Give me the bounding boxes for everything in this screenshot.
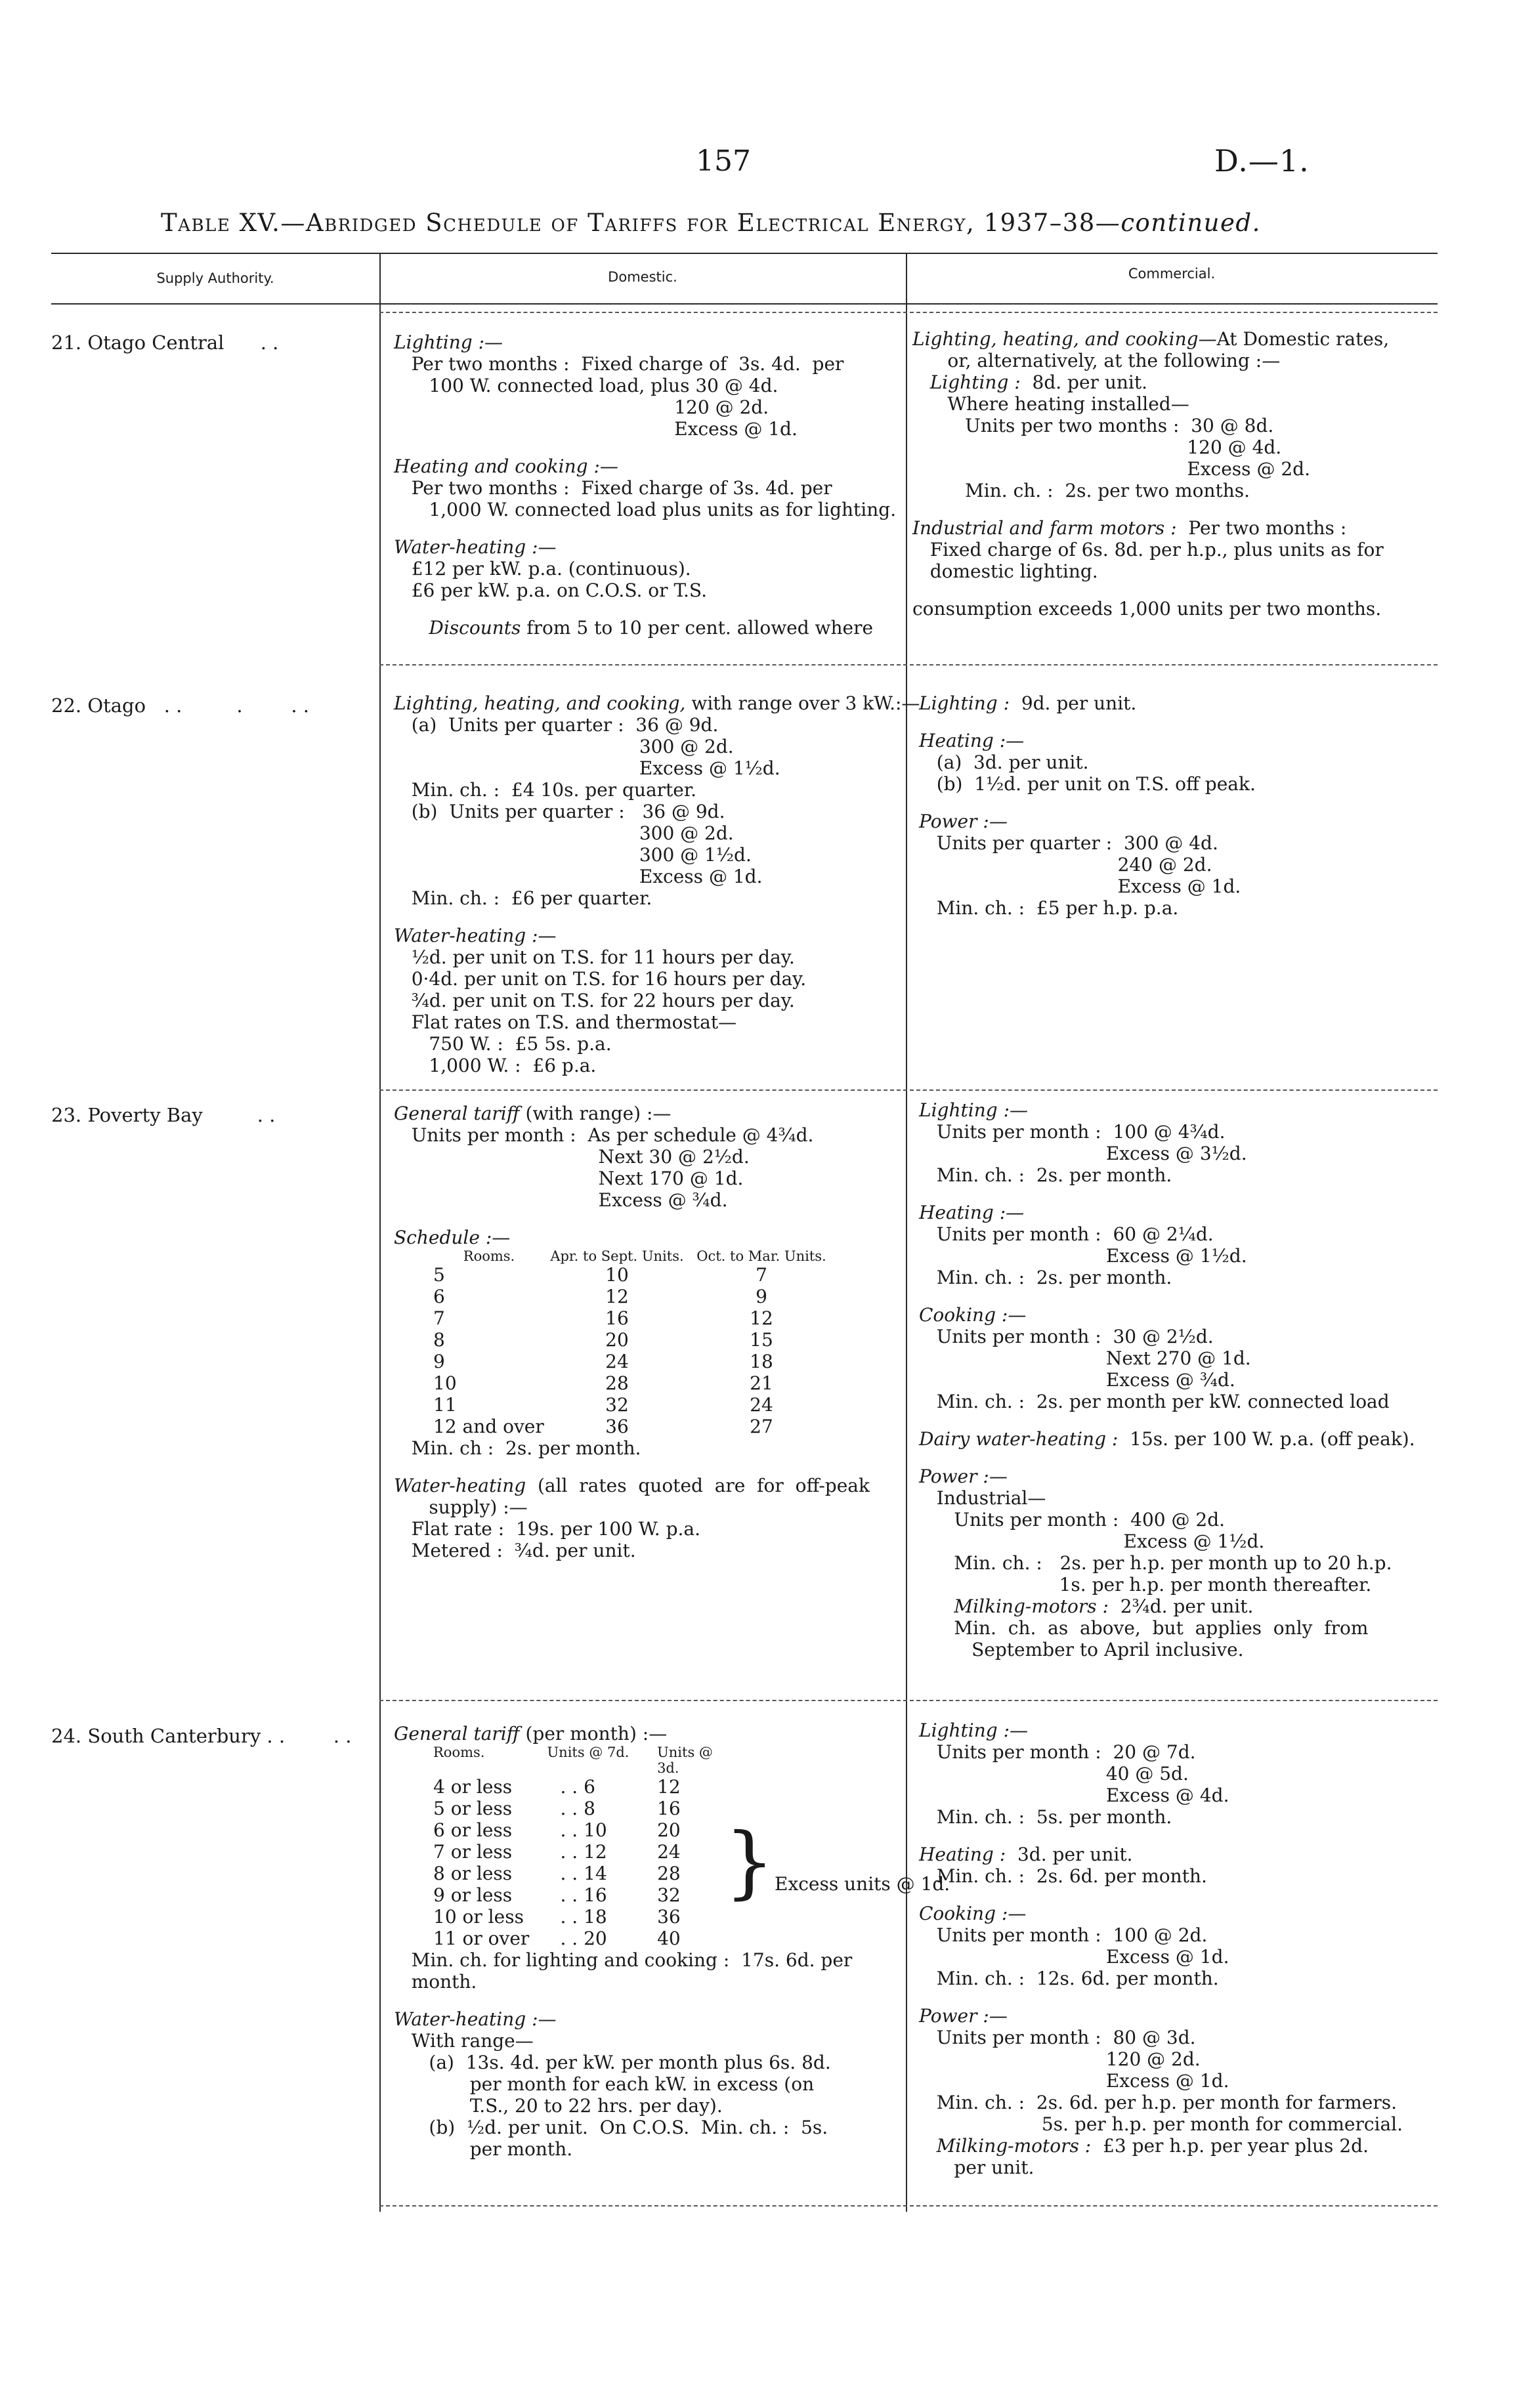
text-fragment: 3d. per unit.	[1006, 1844, 1133, 1865]
text-line: Min. ch. : 12s. 6d. per month.	[919, 1968, 1219, 1989]
text-line: £6 per kW. p.a. on C.O.S. or T.S.	[394, 580, 707, 601]
text-line: Excess @ ¾d.	[919, 1369, 1235, 1391]
text-line: 0·4d. per unit on T.S. for 16 hours per day.	[394, 968, 807, 990]
text-line: or, alternatively, at the following :—	[912, 350, 1281, 371]
table-row	[433, 1286, 834, 1307]
text-line: Min. ch. : 2s. per h.p. per month up to 20 h.p.	[919, 1552, 1392, 1574]
text-line: Excess @ ¾d.	[394, 1189, 728, 1211]
table-row	[433, 1372, 834, 1394]
text-line	[912, 371, 1431, 393]
text-line: month.	[394, 1971, 477, 1993]
table-title	[161, 209, 1369, 237]
domestic-otago-central	[394, 331, 899, 639]
text-line	[912, 517, 1431, 539]
text-line: Min. ch. : £4 10s. per quarter.	[394, 779, 697, 801]
text-line	[919, 1844, 1431, 1865]
spacer	[394, 1211, 899, 1227]
commercial-otago	[919, 692, 1431, 919]
table-cell: 21	[750, 1372, 773, 1394]
table-cell: 9	[756, 1286, 767, 1307]
text-fragment: 2¾d. per unit.	[1108, 1595, 1254, 1617]
text-line: Min. ch. : 2s. 6d. per month.	[919, 1865, 1207, 1887]
section-heading: Lighting :—	[919, 1720, 1029, 1741]
section-heading: Milking-motors :	[954, 1595, 1109, 1617]
column-divider-left	[379, 253, 381, 2212]
section-heading: Lighting, heating, and cooking,	[394, 692, 686, 714]
text-line: Excess @ 4d.	[919, 1785, 1229, 1806]
table-cell: 18	[750, 1351, 773, 1372]
text-line	[919, 730, 1431, 751]
text-line	[394, 331, 899, 353]
table-cell: 4 or less	[433, 1776, 513, 1798]
table-cell: 28	[657, 1863, 681, 1884]
table-cell: 32	[605, 1394, 629, 1416]
text-line: Excess @ 2d.	[912, 458, 1310, 480]
text-line: Units per two months : 30 @ 8d.	[912, 415, 1274, 436]
text-line: 240 @ 2d.	[919, 854, 1212, 876]
text-line: Next 270 @ 1d.	[919, 1347, 1251, 1369]
text-line	[394, 455, 899, 477]
text-line: Per two months : Fixed charge of 3s. 4d. per	[394, 477, 832, 499]
table-cell: 40	[657, 1928, 681, 1949]
table-cell: 10	[605, 1264, 629, 1286]
tariff-table	[433, 1744, 950, 1949]
column-header-commercial: Commercial.	[1128, 266, 1216, 282]
section-heading: Power :—	[919, 1466, 1008, 1487]
spacer	[919, 1887, 1431, 1903]
section-heading: Schedule :—	[394, 1227, 511, 1248]
table-cell: . . 16	[560, 1884, 607, 1906]
row-rule	[379, 1700, 1438, 1701]
authority-poverty-bay: 23. Poverty Bay . .	[51, 1104, 276, 1126]
section-heading: Power :—	[919, 811, 1008, 832]
text-line: Per two months : Fixed charge of 3s. 4d. per	[394, 353, 844, 375]
spacer	[919, 1828, 1431, 1844]
text-fragment: with range over 3 kW.:—	[685, 692, 920, 714]
text-fragment: 15s. per 100 W. p.a. (off peak).	[1118, 1428, 1415, 1450]
text-line	[919, 1428, 1431, 1450]
text-line: (b) Units per quarter : 36 @ 9d.	[394, 801, 725, 822]
text-line	[394, 617, 899, 639]
table-cell: 20	[605, 1329, 629, 1351]
commercial-south-canterbury	[919, 1720, 1431, 2178]
text-line: per month for each kW. in excess (on	[394, 2073, 815, 2095]
authority-otago: 22. Otago . . . . .	[51, 694, 309, 717]
spacer	[919, 1450, 1431, 1466]
text-line	[919, 1595, 1431, 1617]
column-header-authority: Supply Authority.	[156, 270, 274, 286]
text-line: Excess @ 1d.	[394, 418, 798, 440]
table-row	[433, 1329, 834, 1351]
text-line: Min. ch. : 2s. per month.	[919, 1267, 1172, 1288]
table-cell: 12	[657, 1776, 681, 1798]
spacer	[912, 501, 1431, 517]
text-line: Min. ch. : £5 per h.p. p.a.	[919, 897, 1179, 919]
text-line: (b) 1½d. per unit on T.S. off peak.	[919, 773, 1256, 795]
table-cell: 9	[433, 1351, 445, 1372]
table-cell: . . 8	[560, 1798, 595, 1819]
text-fragment	[919, 2135, 937, 2157]
row-rule	[379, 664, 1438, 665]
authority-otago-central: 21. Otago Central . .	[51, 331, 279, 354]
section-heading: Water-heating :—	[394, 536, 557, 558]
text-line: Units per month : 80 @ 3d.	[919, 2027, 1196, 2048]
table-cell: 24	[605, 1351, 629, 1372]
text-line: T.S., 20 to 22 hrs. per day).	[394, 2095, 723, 2117]
document-reference: D.—1.	[1214, 143, 1310, 179]
section-heading: Water-heating	[394, 1475, 526, 1496]
text-line: Min. ch. : 5s. per month.	[919, 1806, 1172, 1828]
schedule-header: Apr. to Sept. Units.	[550, 1248, 684, 1264]
text-fragment: —At Domestic rates,	[1198, 328, 1390, 350]
table-cell: 7	[756, 1264, 767, 1286]
text-line: Industrial—	[919, 1487, 1046, 1509]
tariff-header: Rooms.	[433, 1744, 485, 1760]
spacer	[919, 1288, 1431, 1304]
table-cell: . . 6	[560, 1776, 595, 1798]
text-line	[394, 2008, 899, 2030]
text-line: With range—	[394, 2030, 534, 2052]
text-line	[912, 328, 1431, 350]
text-fragment: (all rates quoted are for off-peak	[526, 1475, 870, 1496]
text-line	[394, 536, 899, 558]
text-line: 120 @ 4d.	[912, 436, 1282, 458]
text-line: Next 30 @ 2½d.	[394, 1146, 750, 1168]
spacer	[919, 1186, 1431, 1202]
section-heading: Water-heating :—	[394, 925, 557, 946]
text-line: supply) :—	[394, 1496, 528, 1518]
table-cell: . . 20	[560, 1928, 607, 1949]
text-line: 300 @ 2d.	[394, 736, 734, 757]
text-fragment: from 5 to 10 per cent. allowed where	[521, 617, 874, 639]
table-cell: 36	[657, 1906, 681, 1928]
domestic-poverty-bay-top	[394, 1103, 899, 1248]
text-fragment	[912, 371, 930, 393]
column-divider-right	[906, 253, 907, 2212]
row-rule	[379, 1089, 1438, 1091]
text-fragment	[394, 617, 429, 639]
domestic-poverty-bay	[394, 1103, 899, 1561]
text-line: Units per month : As per schedule @ 4¾d.	[394, 1124, 814, 1146]
text-line	[394, 925, 899, 946]
domestic-poverty-bay-bottom	[394, 1437, 899, 1561]
page-number: 157	[696, 144, 751, 178]
text-line: Excess @ 1d.	[919, 1946, 1229, 1968]
text-line: Next 170 @ 1d.	[394, 1168, 744, 1189]
table-row	[433, 1307, 834, 1329]
schedule-table	[433, 1248, 834, 1437]
brace-note: Excess units @ 1d.	[775, 1873, 950, 1895]
section-heading: Cooking :—	[919, 1903, 1027, 1924]
section-heading: Lighting :	[929, 371, 1021, 393]
section-heading: Industrial and farm motors :	[912, 517, 1177, 539]
table-cell: 16	[605, 1307, 629, 1329]
text-fragment: 8d. per unit.	[1020, 371, 1148, 393]
brace-symbol: }	[724, 1817, 775, 1908]
text-line: ¾d. per unit on T.S. for 22 hours per day.	[394, 990, 795, 1011]
text-line: Excess @ 3½d.	[919, 1143, 1247, 1164]
spacer	[919, 795, 1431, 811]
text-line: Where heating installed—	[912, 393, 1189, 415]
text-line: Min. ch. : 2s. per month per kW. connected load	[919, 1391, 1390, 1412]
text-fragment: (with range) :—	[519, 1103, 672, 1124]
text-line: Min. ch. : 2s. per two months.	[912, 480, 1250, 501]
table-cell: 10 or less	[433, 1906, 524, 1928]
table-cell: 7	[433, 1307, 445, 1329]
section-heading: Heating :	[919, 1844, 1006, 1865]
section-heading: General tariff	[394, 1103, 520, 1124]
text-line: (a) 13s. 4d. per kW. per month plus 6s. 8d.	[394, 2052, 831, 2073]
table-cell: 6 or less	[433, 1819, 513, 1841]
table-cell: . . 12	[560, 1841, 607, 1863]
text-line: Fixed charge of 6s. 8d. per h.p., plus units as for	[912, 539, 1384, 560]
text-line	[394, 692, 920, 714]
text-line	[919, 811, 1431, 832]
spacer	[919, 714, 1431, 730]
text-line: ½d. per unit on T.S. for 11 hours per day.	[394, 946, 795, 968]
table-cell: 15	[750, 1329, 773, 1351]
text-line: Excess @ 1½d.	[919, 1245, 1247, 1267]
domestic-south-canterbury-top	[394, 1723, 899, 1744]
text-line: Excess @ 1d.	[394, 866, 763, 887]
text-line	[919, 2135, 1431, 2157]
text-line: 1,000 W. connected load plus units as for lighting.	[394, 499, 897, 520]
text-line	[919, 1099, 1431, 1121]
text-line: Min. ch : 2s. per month.	[394, 1437, 641, 1459]
table-title-continued: continued.	[1120, 209, 1261, 237]
table-cell: 7 or less	[433, 1841, 513, 1863]
section-heading: Lighting :—	[394, 331, 503, 353]
text-line: 40 @ 5d.	[919, 1763, 1189, 1785]
text-fragment: 9d. per unit.	[1010, 692, 1137, 714]
text-line: (a) Units per quarter : 36 @ 9d.	[394, 714, 719, 736]
text-line: Units per month : 20 @ 7d.	[919, 1741, 1196, 1763]
text-line: per month.	[394, 2138, 573, 2160]
table-row	[433, 1776, 899, 1798]
table-cell: 24	[657, 1841, 681, 1863]
text-line: Excess @ 1d.	[919, 2070, 1229, 2092]
text-line	[394, 1227, 899, 1248]
table-cell: 28	[605, 1372, 629, 1394]
text-line: 5s. per h.p. per month for commercial.	[919, 2113, 1403, 2135]
text-line: 120 @ 2d.	[394, 396, 769, 418]
table-cell: 12	[605, 1286, 629, 1307]
column-header-domestic: Domestic.	[608, 269, 677, 285]
section-heading: Heating :—	[919, 1202, 1025, 1223]
text-line: Excess @ 1½d.	[394, 757, 780, 779]
section-heading: Discounts	[429, 617, 521, 639]
table-row	[433, 1394, 834, 1416]
text-line: Units per month : 400 @ 2d.	[919, 1509, 1226, 1531]
text-line: Metered : ¾d. per unit.	[394, 1540, 636, 1561]
section-heading: Lighting, heating, and cooking	[912, 328, 1199, 350]
domestic-south-canterbury	[394, 1723, 950, 2160]
spacer	[394, 440, 899, 455]
section-heading: Milking-motors :	[936, 2135, 1092, 2157]
text-fragment: Per two months :	[1176, 517, 1347, 539]
table-cell: 12	[750, 1307, 773, 1329]
text-line: Units per quarter : 300 @ 4d.	[919, 832, 1218, 854]
tariff-header: Units @ 7d.	[547, 1744, 629, 1760]
text-line	[919, 2005, 1431, 2027]
text-line: 1s. per h.p. per month thereafter.	[919, 1574, 1372, 1595]
text-fragment	[919, 1595, 954, 1617]
table-row	[433, 1351, 834, 1372]
text-line: Excess @ 1½d.	[919, 1531, 1265, 1552]
table-cell: 5 or less	[433, 1798, 513, 1819]
text-line: (a) 3d. per unit.	[919, 751, 1089, 773]
table-title-main: Table XV.—Abridged Schedule of Tariffs for Electrical Energy, 1937–38—	[161, 209, 1121, 237]
table-cell: 10	[433, 1372, 457, 1394]
table-cell: 6	[433, 1286, 445, 1307]
table-cell: 8	[433, 1329, 445, 1351]
text-fragment: (per month) :—	[519, 1723, 668, 1744]
text-line: domestic lighting.	[912, 560, 1098, 582]
spacer	[394, 520, 899, 536]
table-bottom-rule	[379, 2205, 1438, 2207]
schedule-rows	[433, 1264, 834, 1437]
authority-south-canterbury: 24. South Canterbury . . . .	[51, 1725, 352, 1747]
section-heading: Cooking :—	[919, 1304, 1027, 1326]
spacer	[394, 909, 899, 925]
spacer	[394, 1459, 899, 1475]
text-line: Units per month : 60 @ 2¼d.	[919, 1223, 1214, 1245]
text-line	[919, 1304, 1431, 1326]
text-line: Flat rates on T.S. and thermostat—	[394, 1011, 737, 1033]
table-cell: 11	[433, 1394, 457, 1416]
spacer	[919, 1989, 1431, 2005]
table-cell: 11 or over	[433, 1928, 530, 1949]
section-heading: General tariff	[394, 1723, 520, 1744]
text-line: September to April inclusive.	[919, 1639, 1244, 1660]
section-heading: Heating :—	[919, 730, 1025, 751]
table-cell: 9 or less	[433, 1884, 513, 1906]
text-line: 1,000 W. : £6 p.a.	[394, 1055, 597, 1076]
section-heading: Water-heating :—	[394, 2008, 557, 2030]
text-line: Min. ch. : £6 per quarter.	[394, 887, 652, 909]
text-line: 300 @ 1½d.	[394, 844, 752, 866]
table-cell: . . 10	[560, 1819, 607, 1841]
table-cell: 8 or less	[433, 1863, 513, 1884]
section-heading: Lighting :	[919, 692, 1010, 714]
text-line: Units per month : 100 @ 2d.	[919, 1924, 1208, 1946]
spacer	[912, 582, 1431, 598]
text-line: Units per month : 100 @ 4¾d.	[919, 1121, 1226, 1143]
table-cell: 16	[657, 1798, 681, 1819]
tariff-rows	[433, 1776, 950, 1949]
table-row	[433, 1264, 834, 1286]
row-rule	[379, 312, 1438, 313]
table-cell: 24	[750, 1394, 773, 1416]
text-line: Min. ch. : 2s. 6d. per h.p. per month for farmers.	[919, 2092, 1397, 2113]
spacer	[394, 601, 899, 617]
text-line: Min. ch. : 2s. per month.	[919, 1164, 1172, 1186]
text-line: Min. ch. for lighting and cooking : 17s. 6d. per	[394, 1949, 853, 1971]
text-line	[394, 1475, 899, 1496]
header-bottom-rule	[51, 303, 1438, 305]
text-line	[394, 1723, 899, 1744]
domestic-otago	[394, 692, 920, 1076]
text-line	[919, 1202, 1431, 1223]
text-line: 750 W. : £5 5s. p.a.	[394, 1033, 612, 1055]
text-line	[919, 1466, 1431, 1487]
text-line	[394, 1103, 899, 1124]
text-line: consumption exceeds 1,000 units per two months.	[912, 598, 1382, 620]
table-cell: 5	[433, 1264, 445, 1286]
text-line: 100 W. connected load, plus 30 @ 4d.	[394, 375, 779, 396]
text-line: Min. ch. as above, but applies only from	[919, 1617, 1369, 1639]
commercial-otago-central	[912, 328, 1431, 620]
text-line: per unit.	[919, 2157, 1035, 2178]
section-heading: Lighting :—	[919, 1099, 1029, 1121]
table-top-rule	[51, 253, 1438, 254]
text-line	[919, 692, 1431, 714]
section-heading: Heating and cooking :—	[394, 455, 618, 477]
commercial-poverty-bay	[919, 1099, 1431, 1660]
text-line: 300 @ 2d.	[394, 822, 734, 844]
schedule-header: Oct. to Mar. Units.	[696, 1248, 826, 1264]
section-heading: Power :—	[919, 2005, 1008, 2027]
table-cell: . . 18	[560, 1906, 607, 1928]
table-cell: 20	[657, 1819, 681, 1841]
domestic-south-canterbury-bottom	[394, 1949, 899, 2160]
schedule-header: Rooms.	[463, 1248, 515, 1264]
text-line: Excess @ 1d.	[919, 876, 1241, 897]
text-line: Flat rate : 19s. per 100 W. p.a.	[394, 1518, 700, 1540]
table-cell: 12 and over	[433, 1416, 544, 1437]
spacer	[919, 1412, 1431, 1428]
text-line: 120 @ 2d.	[919, 2048, 1201, 2070]
tariff-header: Units @ 3d.	[657, 1744, 713, 1776]
text-line	[919, 1720, 1431, 1741]
table-cell: 32	[657, 1884, 681, 1906]
text-line: (b) ½d. per unit. On C.O.S. Min. ch. : 5s.	[394, 2117, 828, 2138]
text-line: £12 per kW. p.a. (continuous).	[394, 558, 691, 580]
table-cell: . . 14	[560, 1863, 607, 1884]
table-cell: 27	[750, 1416, 773, 1437]
text-fragment: £3 per h.p. per year plus 2d.	[1091, 2135, 1369, 2157]
table-cell: 36	[605, 1416, 629, 1437]
spacer	[394, 1993, 899, 2008]
section-heading: Dairy water-heating :	[919, 1428, 1119, 1450]
table-row	[433, 1416, 834, 1437]
text-line	[919, 1903, 1431, 1924]
text-line: Units per month : 30 @ 2½d.	[919, 1326, 1214, 1347]
